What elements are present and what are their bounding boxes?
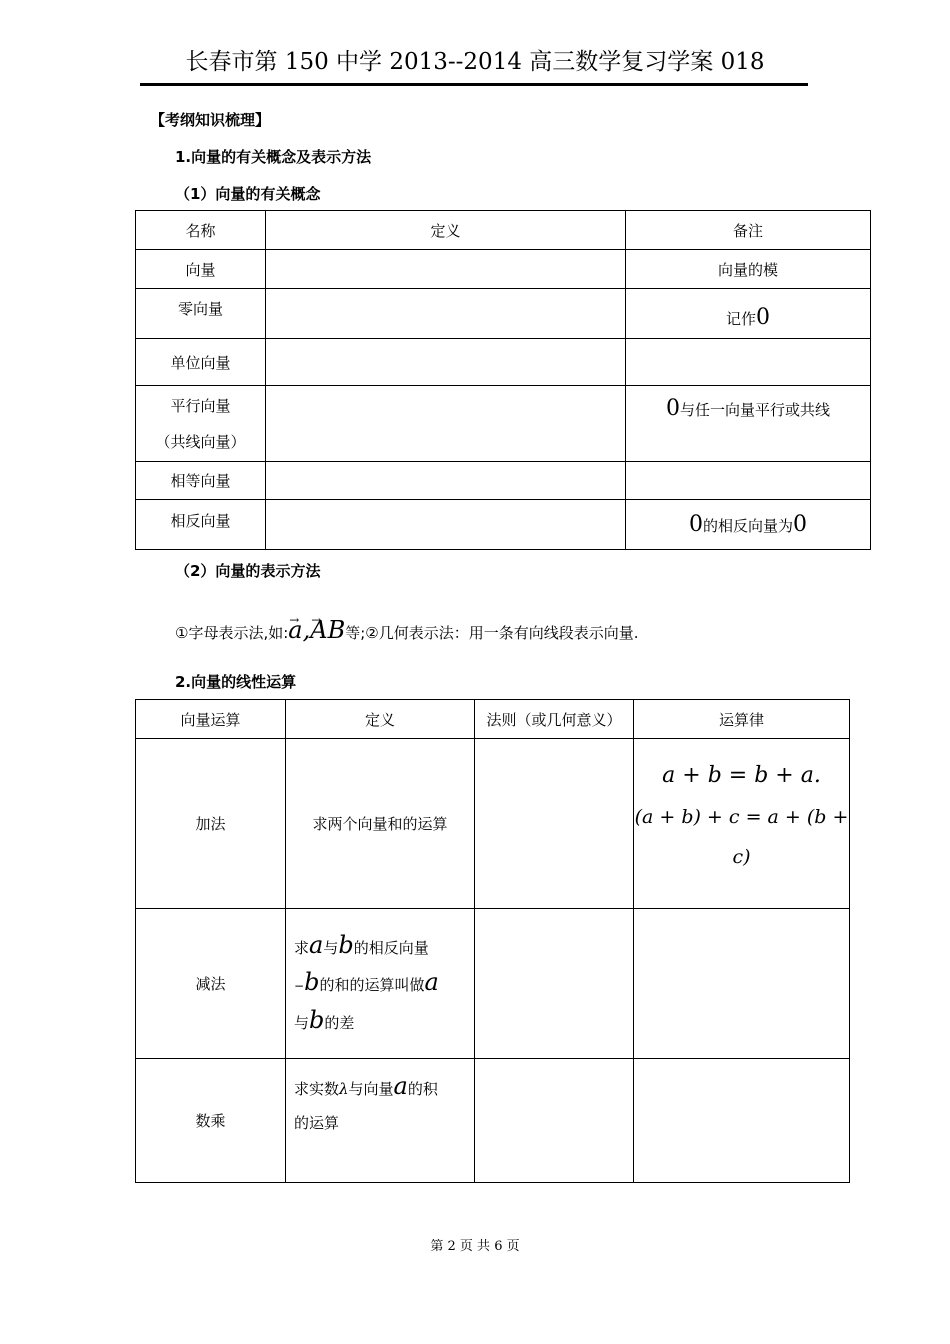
row-name: 减法 [136, 909, 286, 1059]
row-name-line2: （共线向量） [155, 432, 246, 451]
vector-AB-symbol: → AB [310, 614, 345, 646]
row-note [626, 462, 871, 500]
table-row [136, 339, 871, 386]
vector-b-symbol: b [338, 930, 354, 959]
row-name-line1: 平行向量 [170, 396, 231, 415]
row-definition [286, 1059, 475, 1183]
def-line2: 的运算 [294, 1114, 340, 1132]
associative-law: (a + b) + c = a + (b + c) [634, 806, 849, 868]
note-text: 的相反向量为 [702, 517, 793, 535]
row-rule [475, 1059, 634, 1183]
minus-sign: − [294, 978, 305, 993]
part1-title: 1.向量的有关概念及表示方法 [175, 148, 372, 166]
row-definition [266, 339, 626, 386]
text: 的差 [324, 1013, 355, 1032]
header-law: 运算律 [634, 700, 850, 739]
text: 与 [294, 1013, 310, 1032]
row-note [626, 339, 871, 386]
row-name: 相等向量 [136, 462, 266, 500]
text: 求实数 [294, 1080, 340, 1098]
representation-line [175, 614, 638, 649]
sub2-title: （2）向量的表示方法 [175, 562, 321, 580]
row-law [634, 909, 850, 1059]
header-title: 长春市第 150 中学 2013--2014 高三数学复习学案 018 [185, 49, 765, 75]
row-definition [286, 909, 475, 1059]
header-name: 名称 [136, 211, 266, 250]
row-definition: 求两个向量和的运算 [286, 739, 475, 909]
vector-b-symbol: b [304, 967, 320, 996]
vector-a-symbol: a [424, 967, 439, 996]
operations-table [135, 699, 850, 1183]
text: 与 [323, 938, 339, 957]
row-note [626, 289, 871, 339]
row-note [626, 386, 871, 462]
row-name: 加法 [136, 739, 286, 909]
header-note: 备注 [626, 211, 871, 250]
row-name [136, 386, 266, 462]
row-definition [266, 289, 626, 339]
row-definition [266, 386, 626, 462]
row-note [626, 500, 871, 550]
sub1-title: （1）向量的有关概念 [175, 185, 321, 203]
def-line3 [294, 1003, 474, 1040]
part2-title: 2.向量的线性运算 [175, 673, 297, 691]
commutative-law: a + b = b + a. [662, 763, 821, 788]
table-row [136, 462, 871, 500]
zero-vector-symbol: 0 [756, 305, 770, 330]
table-header-row [136, 211, 871, 250]
table-header-row [136, 700, 850, 739]
zero-vector-symbol: 0 [688, 512, 703, 537]
def-line1 [294, 1069, 474, 1106]
header-rule: 法则（或几何意义） [475, 700, 634, 739]
row-name: 数乘 [136, 1059, 286, 1183]
zero-vector-symbol: 0 [793, 512, 807, 537]
note-text: 与任一向量平行或共线 [679, 401, 830, 419]
header-rule [140, 83, 808, 86]
text: 的相反向量 [353, 938, 429, 957]
zero-vector-symbol: 0 [665, 396, 680, 421]
table-row [136, 1059, 850, 1183]
row-name: 零向量 [136, 289, 266, 339]
lambda-symbol: λ [339, 1080, 349, 1098]
concepts-table [135, 210, 871, 550]
text: 的积 [407, 1080, 438, 1098]
row-note: 向量的模 [626, 250, 871, 289]
row-name: 单位向量 [136, 339, 266, 386]
table-row [136, 250, 871, 289]
row-name: 向量 [136, 250, 266, 289]
row-law [634, 1059, 850, 1183]
note-text: 记作 [725, 310, 756, 328]
row-definition [266, 250, 626, 289]
row-rule [475, 909, 634, 1059]
page-footer: 第 2 页 共 6 页 [430, 1239, 520, 1254]
section-heading: 【考纲知识梳理】 [150, 111, 271, 129]
row-rule [475, 739, 634, 909]
row-definition [266, 500, 626, 550]
header-definition: 定义 [266, 211, 626, 250]
row-law [634, 739, 850, 909]
vector-a-symbol: a [309, 930, 324, 959]
row-definition [266, 462, 626, 500]
text: 的和的运算叫做 [319, 975, 425, 994]
representation-prefix: ①字母表示法,如: [175, 624, 289, 642]
representation-suffix: 等;②几何表示法：用一条有向线段表示向量. [345, 624, 639, 642]
header-operation: 向量运算 [136, 700, 286, 739]
table-row [136, 289, 871, 339]
table-row [136, 386, 871, 462]
def-line2 [294, 965, 474, 1003]
row-name: 相反向量 [136, 500, 266, 550]
table-row [136, 909, 850, 1059]
vector-a-symbol: → a [288, 614, 302, 646]
table-row [136, 500, 871, 550]
comma: , [302, 616, 311, 644]
vector-a-symbol: a [393, 1072, 408, 1100]
text: 与向量 [348, 1080, 394, 1098]
header-definition: 定义 [286, 700, 475, 739]
table-row [136, 739, 850, 909]
def-line1 [294, 928, 474, 965]
vector-b-symbol: b [309, 1005, 325, 1034]
text: 求 [294, 938, 310, 957]
